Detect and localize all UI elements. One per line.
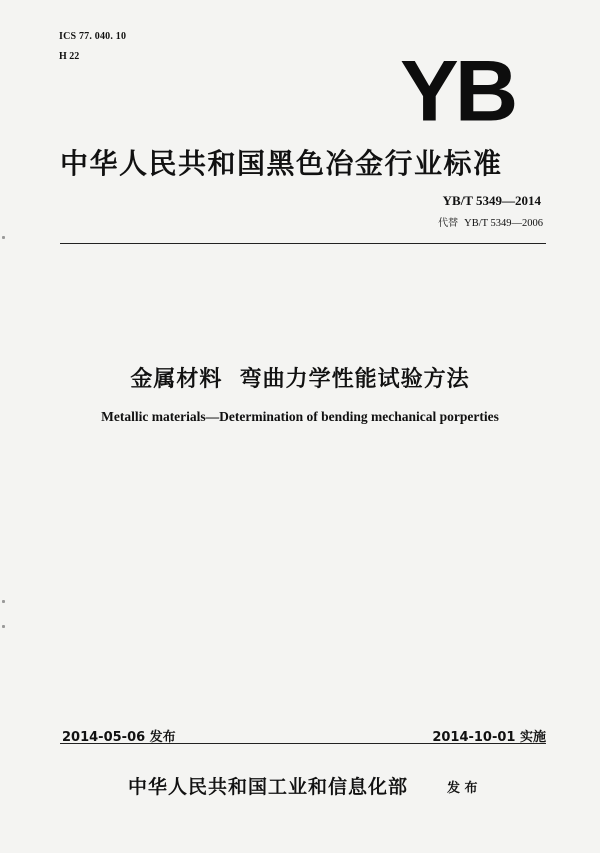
- ccs-code: H 22: [59, 51, 80, 62]
- scan-speck: [2, 625, 5, 628]
- standard-category-title: 中华人民共和国黑色冶金行业标准: [60, 147, 503, 180]
- scan-speck: [2, 236, 5, 239]
- standard-number: YB/T 5349—2014: [442, 193, 541, 208]
- issuing-authority: 中华人民共和国工业和信息化部: [128, 776, 409, 798]
- replaces-label: 代替: [438, 218, 459, 229]
- document-title-en: Metallic materials—Determination of bending mechanical porperties: [101, 409, 499, 424]
- replaces-number: YB/T 5349—2006: [464, 218, 543, 229]
- implementation-date: 2014-10-01 实施: [432, 730, 546, 745]
- issue-date: 2014-05-06 发布: [62, 730, 176, 745]
- ics-code: ICS 77. 040. 10: [59, 31, 127, 42]
- scan-speck: [2, 600, 5, 603]
- replaces-line: [438, 214, 543, 229]
- document-title-cn: 金属材料 弯曲力学性能试验方法: [130, 367, 470, 392]
- footer-divider: [60, 743, 546, 744]
- issued-label: 发 布: [447, 781, 478, 796]
- yb-logo: YB: [400, 42, 515, 140]
- header-divider: [60, 243, 546, 244]
